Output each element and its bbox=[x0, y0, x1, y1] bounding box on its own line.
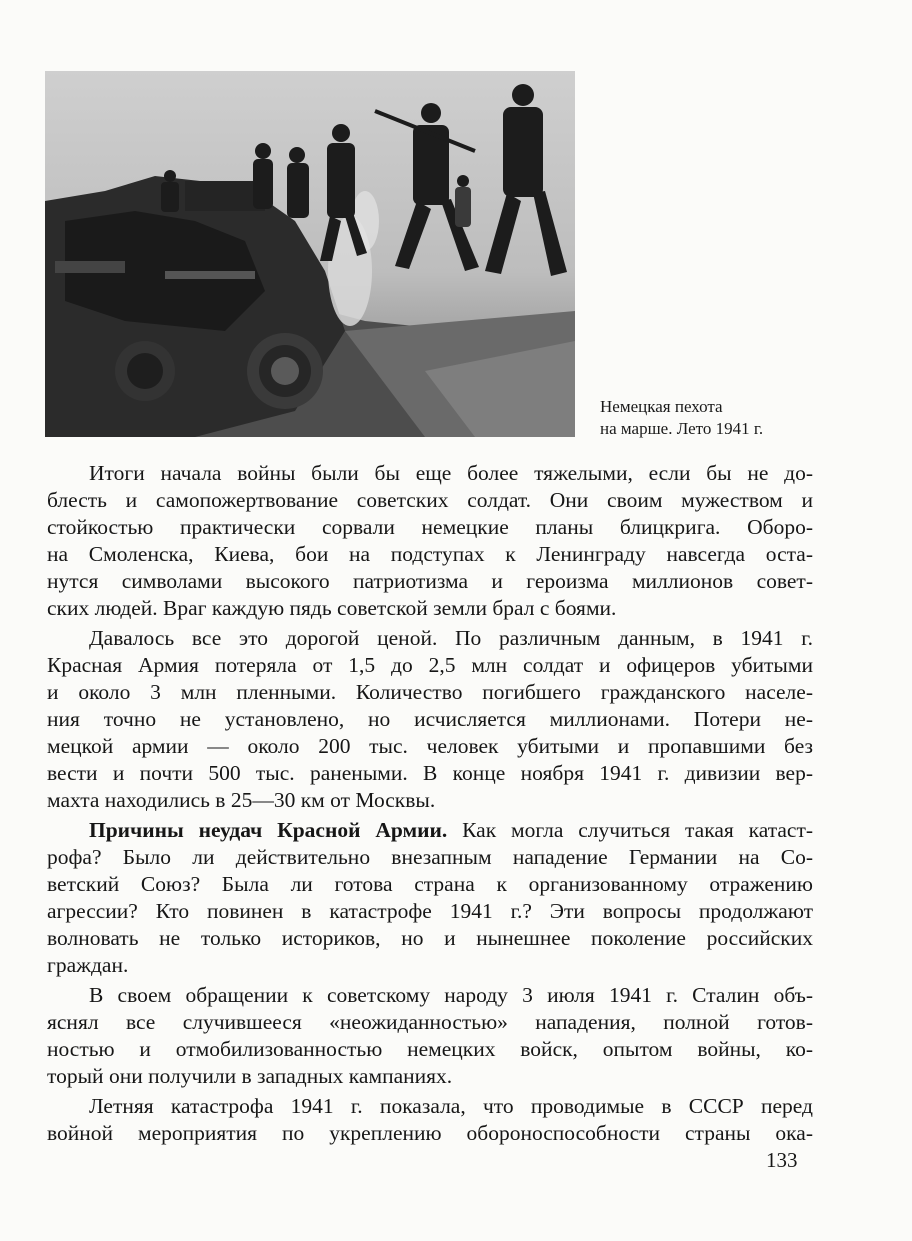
caption-line: на марше. Лето 1941 г. bbox=[600, 419, 764, 438]
text-line: Летняя катастрофа 1941 г. показала, что проводимые в СССР перед bbox=[89, 1094, 813, 1118]
text-line: Красная Армия потеряла от 1,5 до 2,5 млн солдат и офицеров убитыми bbox=[47, 653, 813, 677]
text-line: рофа? Было ли действительно внезапным нападение Германии на Со- bbox=[47, 845, 813, 869]
text-line: ских людей. Враг каждую пядь советской земли брал с боями. bbox=[47, 596, 617, 620]
text-line: В своем обращении к советскому народу 3 июля 1941 г. Сталин объ- bbox=[89, 983, 813, 1007]
text-line: на Смоленска, Киева, бои на подступах к Ленинграду навсегда оста- bbox=[47, 542, 813, 566]
text-line: ностью и отмобилизованностью немецких войск, опытом войны, ко- bbox=[47, 1037, 813, 1061]
paragraph bbox=[47, 817, 813, 979]
infantry-march-photo bbox=[45, 71, 575, 437]
text-line: Давалось все это дорогой ценой. По различным данным, в 1941 г. bbox=[89, 626, 813, 650]
text-line: нутся символами высокого патриотизма и героизма миллионов совет- bbox=[47, 569, 813, 593]
paragraph bbox=[47, 460, 813, 622]
photo-caption bbox=[600, 396, 763, 440]
text-line: ния точно не установлено, но исчисляется миллионами. Потери не- bbox=[47, 707, 813, 731]
text-line: стойкостью практически сорвали немецкие планы блицкрига. Оборо- bbox=[47, 515, 813, 539]
paragraph bbox=[47, 982, 813, 1090]
paragraph bbox=[47, 1093, 813, 1147]
text-line: и около 3 млн пленными. Количество погибшего гражданского населе- bbox=[47, 680, 813, 704]
paragraph bbox=[47, 625, 813, 814]
section-heading: Причины неудач Красной Армии. bbox=[89, 818, 448, 842]
text-line: блесть и самопожертвование советских солдат. Они своим мужеством и bbox=[47, 488, 813, 512]
text-line: вести и почти 500 тыс. ранеными. В конце ноября 1941 г. дивизии вер- bbox=[47, 761, 813, 785]
body-text bbox=[47, 460, 813, 1150]
text-line bbox=[47, 817, 813, 844]
text-line: ветский Союз? Была ли готова страна к организованному отражению bbox=[47, 872, 813, 896]
page-number: 133 bbox=[766, 1148, 798, 1172]
text-line: яснял все случившееся «неожиданностью» нападения, полной готов- bbox=[47, 1010, 813, 1034]
text-line: граждан. bbox=[47, 953, 129, 977]
text-line: войной мероприятия по укреплению обороноспособности страны ока- bbox=[47, 1121, 813, 1145]
text-line: махта находились в 25—30 км от Москвы. bbox=[47, 788, 436, 812]
text-line: мецкой армии — около 200 тыс. человек убитыми и пропавшими без bbox=[47, 734, 813, 758]
text-line: Итоги начала войны были бы еще более тяжелыми, если бы не до- bbox=[89, 461, 813, 485]
text-fragment: Как могла случиться такая катаст- bbox=[447, 818, 814, 842]
text-line: волновать не только историков, но и нынешнее поколение российских bbox=[47, 926, 813, 950]
text-line: агрессии? Кто повинен в катастрофе 1941 г.? Эти вопросы продолжают bbox=[47, 899, 813, 923]
caption-line: Немецкая пехота bbox=[600, 397, 723, 416]
text-line: торый они получили в западных кампаниях. bbox=[47, 1064, 453, 1088]
